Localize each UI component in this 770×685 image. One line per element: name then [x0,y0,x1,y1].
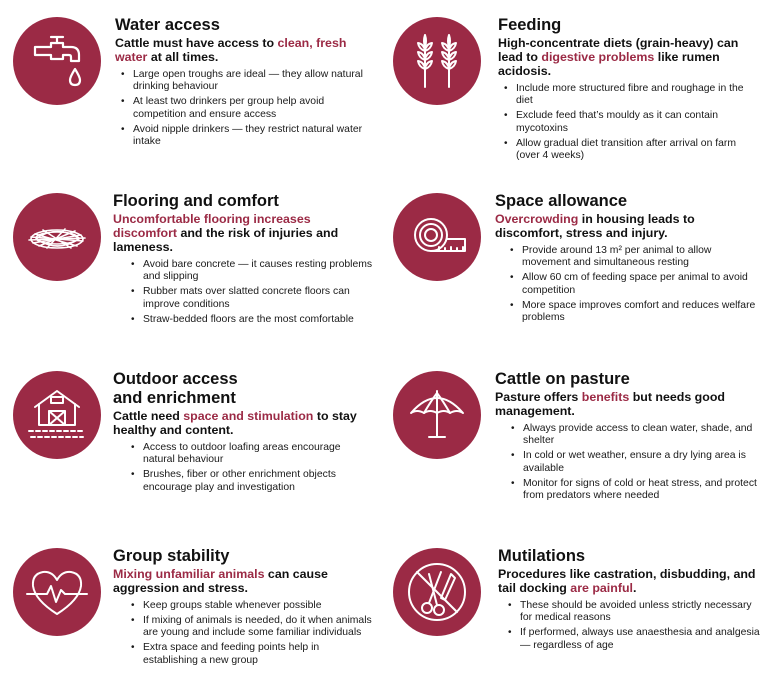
card-group-stability [0,545,385,685]
list-item: • Avoid nipple drinkers — they restrict natural water intake [133,124,370,149]
heart-pulse-icon-circle [13,548,101,636]
card-title: Group stability [113,547,230,565]
list-item: • At least two drinkers per group help avoid competition and ensure access [133,96,370,121]
list-item: • Provide around 13 m² per animal to allow movement and simultaneous resting [522,245,760,270]
bullet-list [498,83,760,162]
wheat-icon-circle [393,17,481,105]
card-title: Flooring and comfort [113,192,279,210]
list-item: • Include more structured fibre and roughage in the diet [516,83,760,108]
umbrella-icon [393,371,481,459]
card-title: Outdoor access and enrichment [113,370,238,407]
list-item: • Large open troughs are ideal — they allow natural drinking behaviour [133,69,370,94]
card-lead: Procedures like castration, disbudding, and tail docking are painful. [498,567,756,595]
no-scissors-icon-circle [393,548,481,636]
card-title: Water access [115,16,220,34]
list-item: • These should be avoided unless strictly necessary for medical reasons [520,600,760,625]
card-space-allowance [385,185,770,365]
list-item: • Extra space and feeding points help in establishing a new group [143,642,375,667]
list-item: • More space improves comfort and reduces welfare problems [522,300,760,325]
bullet-list [495,245,760,324]
card-title: Mutilations [498,547,586,565]
card-mutilations [385,545,770,685]
card-lead: Cattle need space and stimulation to stay healthy and content. [113,409,357,437]
list-item: • Allow 60 cm of feeding space per animal to avoid competition [522,272,760,297]
card-water-access [0,0,385,185]
card-outdoor-access [0,365,385,545]
wheat-icon [393,17,481,105]
card-title: Feeding [498,16,562,34]
bullet-list [113,259,378,326]
tape-measure-icon-circle [393,193,481,281]
no-scissors-icon [393,548,481,636]
list-item: • Straw-bedded floors are the most comfortable [143,314,378,326]
heart-pulse-icon [13,548,101,636]
tap-icon [13,17,101,105]
list-item: • Allow gradual diet transition after arrival on farm (over 4 weeks) [516,138,760,163]
bullet-list [113,442,375,494]
barn-icon-circle [13,371,101,459]
card-lead: Uncomfortable flooring increases discomfort and the risk of injuries and lameness. [113,212,339,254]
tap-icon-circle [13,17,101,105]
card-lead: Pasture offers benefits but needs good management. [495,390,725,418]
card-feeding [385,0,770,185]
card-lead: High-concentrate diets (grain-heavy) can lead to digestive problems like rumen acidosis. [498,36,739,78]
list-item: • Keep groups stable whenever possible [143,600,375,612]
card-title: Cattle on pasture [495,370,630,388]
list-item: • Monitor for signs of cold or heat stress, and protect from predators where needed [523,478,760,503]
straw-nest-icon [13,193,101,281]
list-item: • Access to outdoor loafing areas encourage natural behaviour [143,442,375,467]
straw-nest-icon-circle [13,193,101,281]
card-lead: Mixing unfamiliar animals can cause aggression and stress. [113,567,328,595]
card-cattle-pasture [385,365,770,545]
card-title: Space allowance [495,192,628,210]
card-flooring-comfort [0,185,385,365]
list-item: • Brushes, fiber or other enrichment objects encourage play and investigation [143,469,375,494]
list-item: • In cold or wet weather, ensure a dry lying area is available [523,450,760,475]
umbrella-icon-circle [393,371,481,459]
list-item: • Rubber mats over slatted concrete floors can improve conditions [143,286,378,311]
card-lead: Cattle must have access to clean, fresh water at all times. [115,36,347,64]
bullet-list [498,600,760,652]
list-item: • Avoid bare concrete — it causes resting problems and slipping [143,259,378,284]
list-item: • Exclude feed that’s mouldy as it can contain mycotoxins [516,110,760,135]
list-item: • If performed, always use anaesthesia and analgesia — regardless of age [520,627,760,652]
bullet-list [115,69,370,148]
bullet-list [495,423,760,502]
list-item: • Always provide access to clean water, shade, and shelter [523,423,760,448]
bullet-list [113,600,375,667]
card-lead: Overcrowding in housing leads to discomfort, stress and injury. [495,212,695,240]
list-item: • If mixing of animals is needed, do it when animals are young and include some familiar individuals [143,615,375,640]
tape-measure-icon [393,193,481,281]
barn-icon [13,371,101,459]
